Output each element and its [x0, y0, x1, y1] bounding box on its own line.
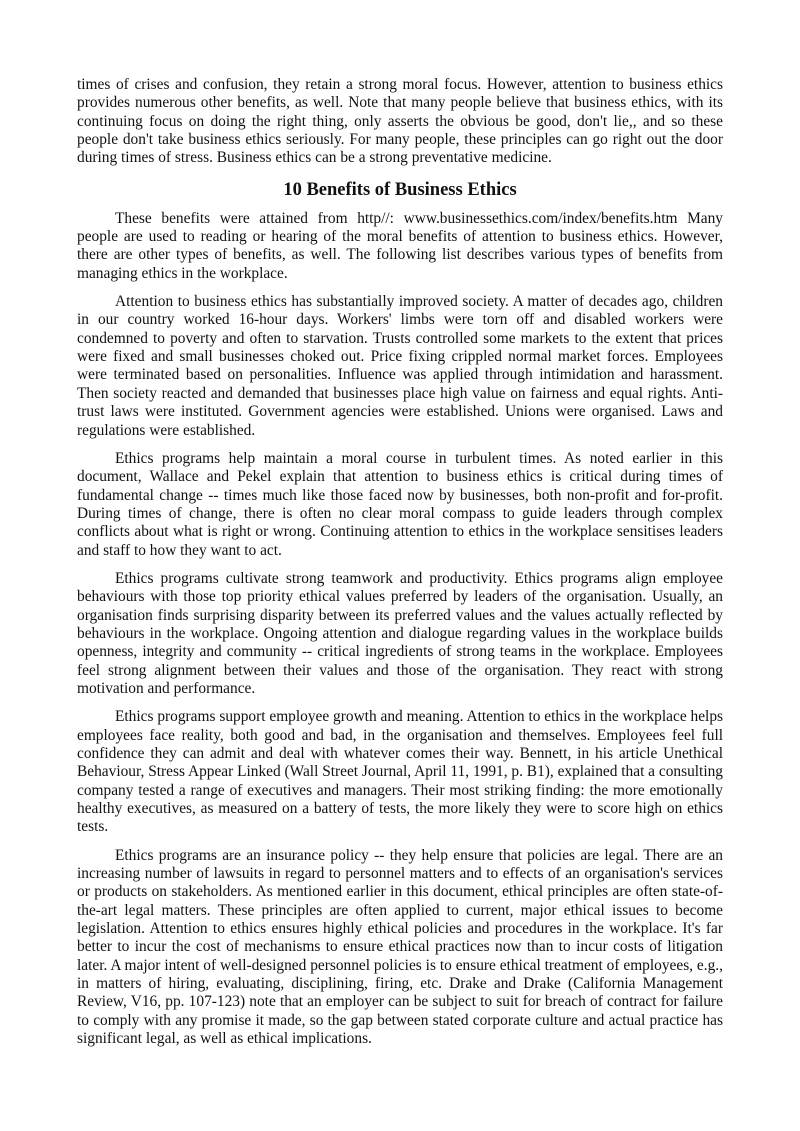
paragraph-teamwork: Ethics programs cultivate strong teamwork and productivity. Ethics programs align employee behaviours with those top priority ethical values preferred by leaders of the organisation. Usually, an organisation finds surprising disparity between its preferred values and the values actually reflected by behaviours in the workplace. Ongoing attention and dialogue regarding values in the workplace builds openness, integrity and community -- critical ingredients of strong teams in the workplace. Employees feel strong alignment between their values and those of the organisation. They react with strong motivation and performance. — [77, 569, 723, 697]
section-heading: 10 Benefits of Business Ethics — [283, 179, 517, 200]
paragraph-improved-society: Attention to business ethics has substantially improved society. A matter of decades ago, children in our country worked 16-hour days. Workers' limbs were torn off and disabled workers were condemned to poverty and often to starvation. Trusts controlled some markets to the extent that prices were fixed and small businesses choked out. Price fixing crippled normal market forces. Employees were terminated based on personalities. Influence was applied through intimidation and harassment. Then society reacted and demanded that businesses place high value on fairness and equal rights. Anti-trust laws were instituted. Government agencies were established. Unions were organised. Laws and regulations were established. — [77, 293, 723, 439]
paragraph-moral-course: Ethics programs help maintain a moral course in turbulent times. As noted earlier in this document, Wallace and Pekel explain that attention to business ethics is critical during times of fundamental change -- times much like those faced now by businesses, both non-profit and for-profit. During times of change, there is often no clear moral compass to guide leaders through complex conflicts about what is right or wrong. Continuing attention to ethics in the workplace sensitises leaders and staff to how they want to act. — [77, 449, 723, 559]
intro-paragraph: times of crises and confusion, they retain a strong moral focus. However, attention to business ethics provides numerous other benefits, as well. Note that many people believe that business ethics, with its continuing focus on doing the right thing, only asserts the obvious be good, don't lie,, and so these people don't take business ethics seriously. For many people, these principles can go right out the door during times of stress. Business ethics can be a strong preventative medicine. — [77, 76, 723, 167]
paragraph-employee-growth: Ethics programs support employee growth and meaning. Attention to ethics in the workplace helps employees face reality, both good and bad, in the organisation and themselves. Employees feel full confidence they can admit and deal with whatever comes their way. Bennett, in his article Unethical Behaviour, Stress Appear Linked (Wall Street Journal, April 11, 1991, p. B1), explained that a consulting company tested a range of executives and managers. Their most striking finding: the more emotionally healthy executives, as measured on a battery of tests, the more likely they were to score high on ethics tests. — [77, 708, 723, 836]
paragraph-source: These benefits were attained from http//: www.businessethics.com/index/benefits.htm Many people are used to reading or hearing of the moral benefits of attention to business ethics. However, there are other types of benefits, as well. The following list describes various types of benefits from managing ethics in the workplace. — [77, 209, 723, 282]
paragraph-insurance-policy: Ethics programs are an insurance policy -- they help ensure that policies are legal. There are an increasing number of lawsuits in regard to personnel matters and to effects of an organisation's services or products on stakeholders. As mentioned earlier in this document, ethical principles are often state-of-the-art legal matters. These principles are often applied to current, major ethical issues to become legislation. Attention to ethics ensures highly ethical policies and procedures in the workplace. It's far better to incur the cost of mechanisms to ensure ethical practices now than to incur costs of litigation later. A major intent of well-designed personnel policies is to ensure ethical treatment of employees, e.g., in matters of hiring, evaluating, disciplining, firing, etc. Drake and Drake (California Management Review, V16, pp. 107-123) note that an employer can be subject to suit for breach of contract for failure to comply with any promise it made, so the gap between stated corporate culture and actual practice has significant legal, as well as ethical implications. — [77, 846, 723, 1048]
document-page — [77, 76, 723, 1059]
